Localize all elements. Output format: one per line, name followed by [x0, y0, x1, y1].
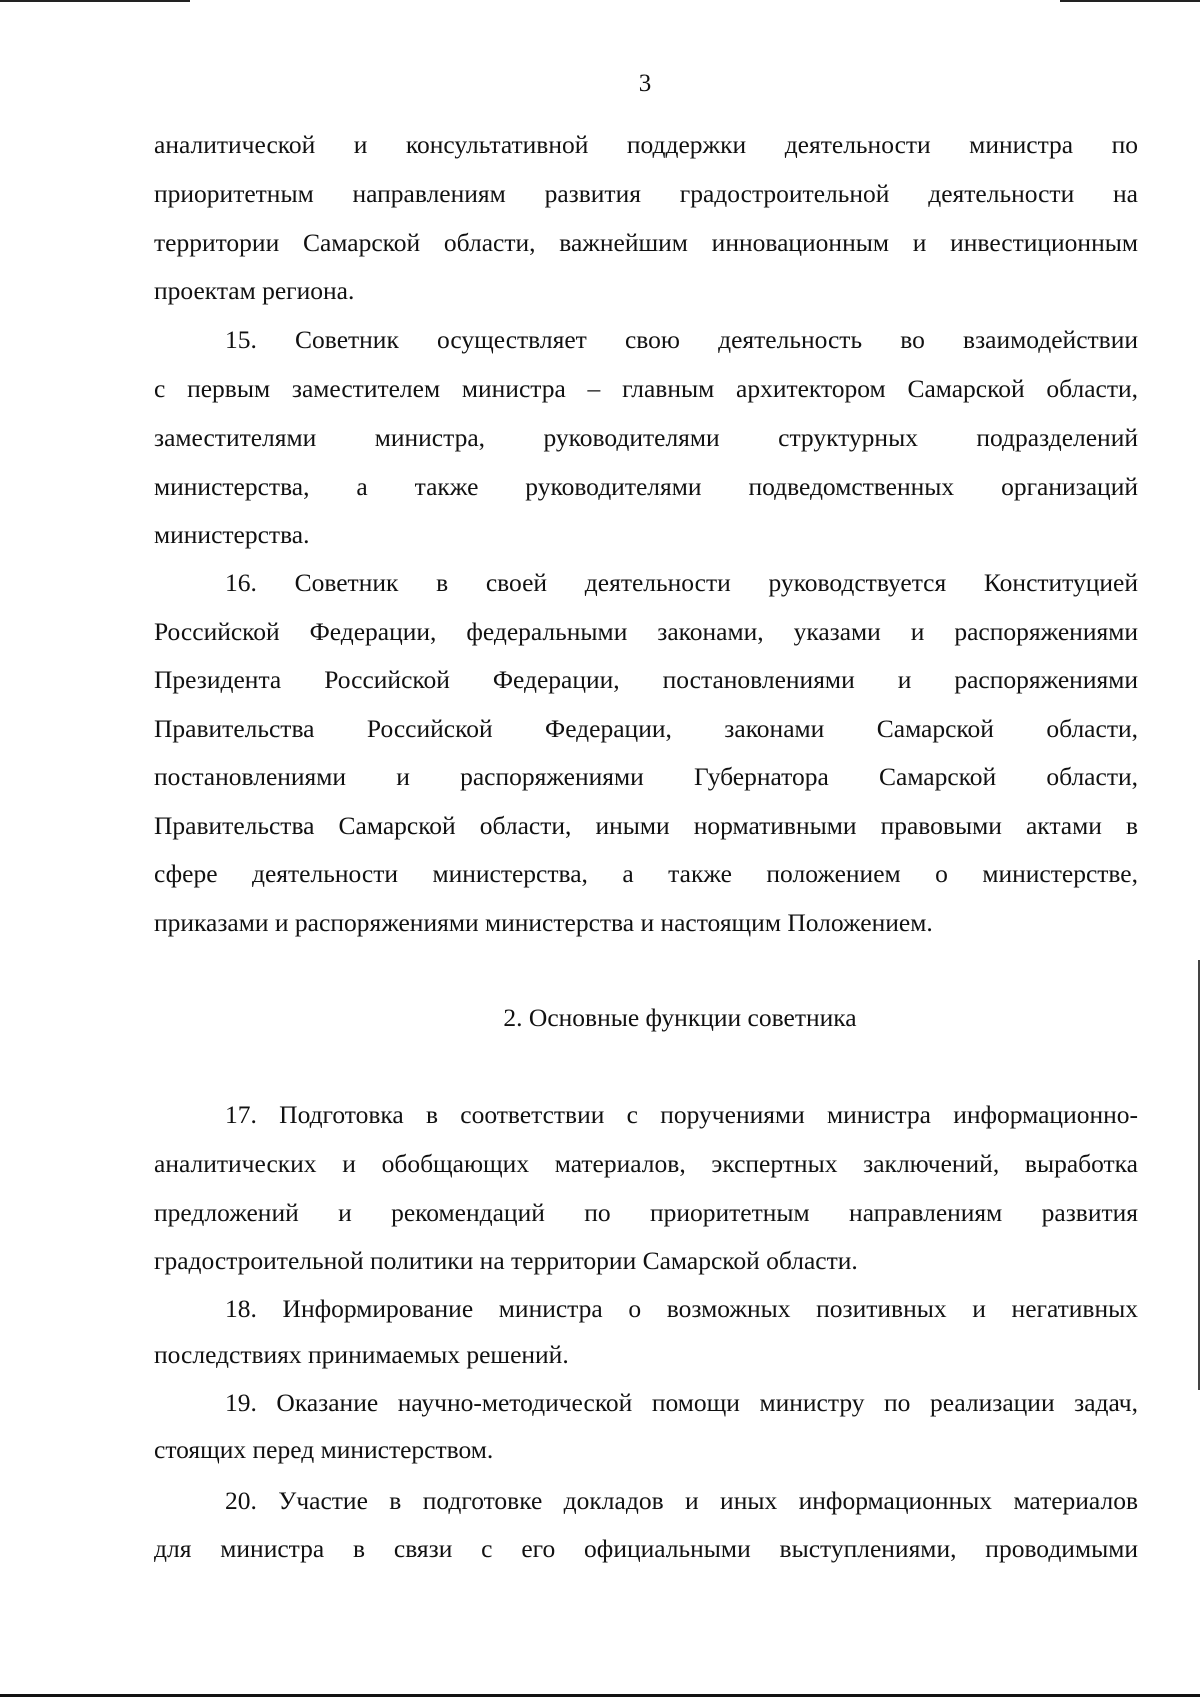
- item15-line-2: с первым заместителем министра – главным архитектором Самарской области,: [154, 374, 1138, 403]
- item15-line-5: министерства.: [154, 520, 310, 549]
- item18-line-1: 18. Информирование министра о возможных позитивных и негативных: [225, 1294, 1138, 1323]
- item18-line-2: последствиях принимаемых решений.: [154, 1340, 569, 1369]
- section-heading: 2. Основные функции советника: [503, 1003, 857, 1032]
- item15-line-1: 15. Советник осуществляет свою деятельность во взаимодействии: [225, 325, 1138, 354]
- item16-line-1: 16. Советник в своей деятельности руководствуется Конституцией: [225, 568, 1138, 597]
- item16-line-3: Президента Российской Федерации, постановлениями и распоряжениями: [154, 665, 1138, 694]
- intro-line-2: приоритетным направлениям развития градостроительной деятельности на: [154, 179, 1138, 208]
- item16-line-7: сфере деятельности министерства, а также положением о министерстве,: [154, 859, 1138, 888]
- page-number: 3: [638, 70, 652, 97]
- intro-line-4: проектам региона.: [154, 276, 355, 305]
- item17-line-4: градостроительной политики на территории Самарской области.: [154, 1246, 858, 1275]
- item16-line-8: приказами и распоряжениями министерства и настоящим Положением.: [154, 908, 933, 937]
- scan-edge-top-right: [1060, 0, 1200, 2]
- item19-line-2: стоящих перед министерством.: [154, 1435, 494, 1464]
- item15-line-3: заместителями министра, руководителями структурных подразделений: [154, 423, 1138, 452]
- intro-line-1: аналитической и консультативной поддержки деятельности министра по: [154, 130, 1138, 159]
- item19-line-1: 19. Оказание научно-методической помощи министру по реализации задач,: [225, 1388, 1138, 1417]
- scan-edge-top-left: [0, 0, 190, 2]
- item17-line-1: 17. Подготовка в соответствии с поручениями министра информационно-: [225, 1100, 1138, 1129]
- item17-line-3: предложений и рекомендаций по приоритетным направлениям развития: [154, 1198, 1138, 1227]
- item15-line-4: министерства, а также руководителями подведомственных организаций: [154, 472, 1138, 501]
- item20-line-1: 20. Участие в подготовке докладов и иных информационных материалов: [225, 1486, 1138, 1515]
- item16-line-5: постановлениями и распоряжениями Губернатора Самарской области,: [154, 762, 1138, 791]
- item16-line-4: Правительства Российской Федерации, законами Самарской области,: [154, 714, 1138, 743]
- item16-line-2: Российской Федерации, федеральными законами, указами и распоряжениями: [154, 617, 1138, 646]
- item16-line-6: Правительства Самарской области, иными нормативными правовыми актами в: [154, 811, 1138, 840]
- intro-line-3: территории Самарской области, важнейшим инновационным и инвестиционным: [154, 228, 1138, 257]
- item17-line-2: аналитических и обобщающих материалов, экспертных заключений, выработка: [154, 1149, 1138, 1178]
- item20-line-2: для министра в связи с его официальными выступлениями, проводимыми: [154, 1534, 1138, 1563]
